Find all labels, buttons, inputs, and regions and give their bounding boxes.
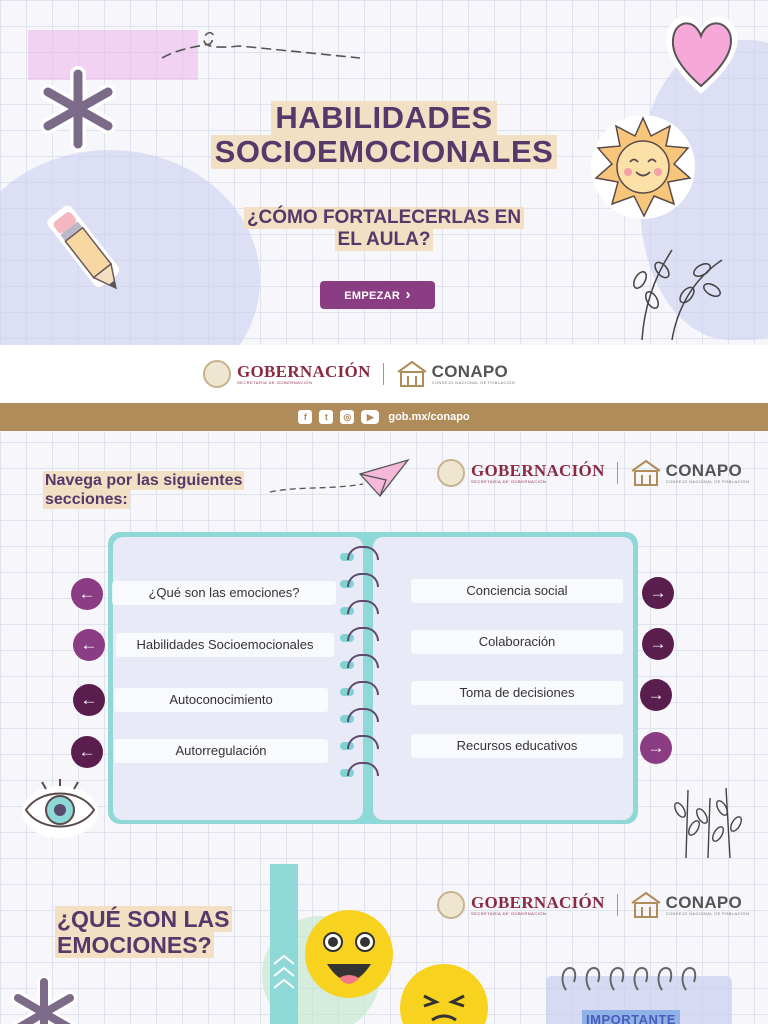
gob-seal-icon (437, 459, 465, 487)
heart-sticker-icon (660, 6, 742, 102)
gob-logo-name: GOBERNACIÓN (237, 361, 371, 381)
frustrated-emoji-icon (396, 960, 492, 1024)
nav-arrow-self-regulation[interactable]: ← (71, 736, 103, 768)
conapo-logo-sub: CONSEJO NACIONAL DE POBLACIÓN (665, 478, 750, 484)
eye-sticker-icon (20, 776, 100, 842)
gob-logo-sub: SECRETARÍA DE GOBERNACIÓN (237, 379, 313, 385)
nav-arrow-collaboration[interactable]: → (642, 628, 674, 660)
twitter-icon[interactable]: t (319, 410, 333, 424)
emotions-title-line-2: EMOCIONES? (57, 932, 212, 958)
gob-seal-icon (437, 891, 465, 919)
emotions-title-line-1: ¿QUÉ SON LAS (57, 906, 230, 932)
subtitle-line-2: EL AULA? (335, 229, 434, 251)
social-url-link[interactable]: gob.mx/conapo (388, 411, 470, 423)
instagram-icon[interactable]: ◎ (340, 410, 354, 424)
title-line-2: SOCIOEMOCIONALES (211, 135, 558, 169)
plant-doodle-icon (622, 240, 732, 340)
facebook-icon[interactable]: f (298, 410, 312, 424)
gob-logo-name: GOBERNACIÓN (471, 460, 605, 480)
nav-item-self-regulation[interactable]: Autorregulación (114, 739, 328, 763)
nav-heading-line-2: secciones: (45, 491, 128, 508)
logo-divider (617, 894, 618, 916)
conapo-house-icon (396, 360, 428, 388)
gob-logo-name: GOBERNACIÓN (471, 892, 605, 912)
nav-arrow-emotions[interactable]: ← (71, 578, 103, 610)
youtube-icon[interactable]: ▶ (361, 410, 379, 424)
nav-item-social-awareness[interactable]: Conciencia social (411, 579, 623, 603)
chevron-right-icon: › (405, 286, 411, 303)
nav-heading (43, 471, 283, 509)
conapo-logo-name: CONAPO (431, 361, 509, 381)
nav-heading-line-1: Navega por las siguientes (45, 472, 243, 489)
nav-item-resources[interactable]: Recursos educativos (411, 734, 623, 758)
logo-band (0, 345, 768, 403)
title-line-1: HABILIDADES (271, 101, 496, 135)
gob-seal-icon (203, 360, 231, 388)
subtitle-line-1: ¿CÓMO FORTALECERLAS EN (244, 207, 524, 229)
asterisk-sticker-icon (10, 976, 80, 1024)
nav-item-decision-making[interactable]: Toma de decisiones (411, 681, 623, 705)
nav-item-emotions[interactable]: ¿Qué son las emociones? (112, 581, 336, 605)
important-label: IMPORTANTE (582, 1010, 680, 1024)
social-band (0, 403, 768, 431)
page-title (0, 101, 768, 169)
start-button-label: EMPEZAR (344, 290, 401, 302)
gob-logo-sub: SECRETARÍA DE GOBERNACIÓN (471, 478, 547, 484)
plant-doodle-icon (666, 780, 746, 860)
conapo-logo-name: CONAPO (665, 892, 743, 912)
nav-arrow-socioemotional[interactable]: ← (73, 629, 105, 661)
conapo-logo-name: CONAPO (665, 460, 743, 480)
logo-divider (383, 363, 384, 385)
nav-item-collaboration[interactable]: Colaboración (411, 630, 623, 654)
notebook-left-page (113, 537, 363, 820)
conapo-logo-sub: CONSEJO NACIONAL DE POBLACIÓN (665, 910, 750, 916)
bookmark-ribbon-icon (268, 864, 300, 1024)
paper-plane-icon (268, 456, 413, 501)
page-subtitle (0, 207, 768, 251)
nav-arrow-social-awareness[interactable]: → (642, 577, 674, 609)
logos-nav (437, 459, 749, 487)
conapo-house-icon (630, 891, 662, 919)
conapo-logo-sub: CONSEJO NACIONAL DE POBLACIÓN (431, 379, 516, 385)
hero-section (0, 0, 768, 345)
logos-header (203, 360, 515, 388)
nav-item-self-awareness[interactable]: Autoconocimiento (114, 688, 328, 712)
laughing-emoji-icon (303, 908, 395, 1000)
nav-arrow-resources[interactable]: → (640, 732, 672, 764)
conapo-house-icon (630, 459, 662, 487)
squiggle-line-icon (160, 28, 370, 68)
logos-emotions (437, 891, 749, 919)
logo-divider (617, 462, 618, 484)
nav-arrow-decision-making[interactable]: → (640, 679, 672, 711)
note-spiral-icon (558, 962, 718, 992)
emotions-title (55, 906, 232, 958)
gob-logo-sub: SECRETARÍA DE GOBERNACIÓN (471, 910, 547, 916)
start-button[interactable] (320, 281, 435, 309)
nav-arrow-self-awareness[interactable]: ← (73, 684, 105, 716)
nav-item-socioemotional[interactable]: Habilidades Socioemocionales (116, 633, 334, 657)
